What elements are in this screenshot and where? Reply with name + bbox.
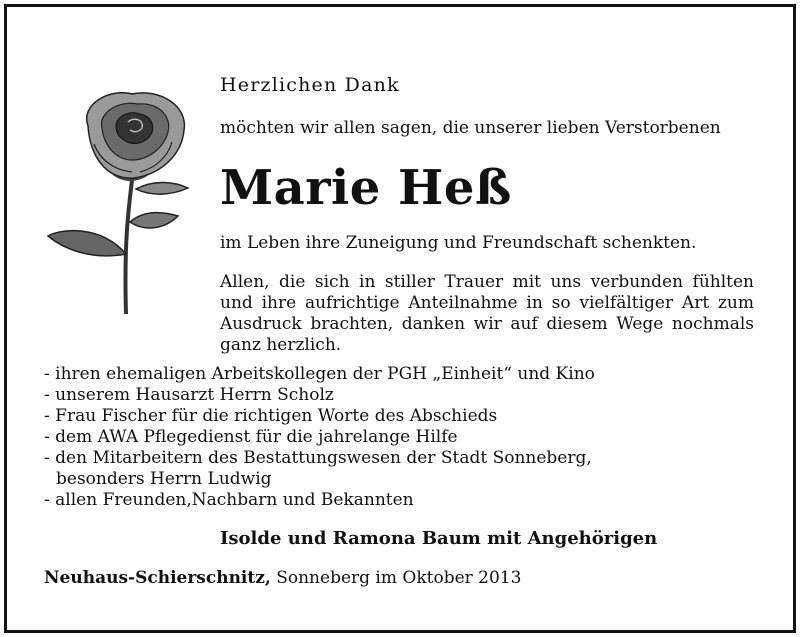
list-item: besonders Herrn Ludwig	[56, 469, 272, 489]
list-item: - dem AWA Pflegedienst für die jahrelange Hilfe	[44, 427, 458, 447]
list-item: - allen Freunden,Nachbarn und Bekannten	[44, 490, 414, 510]
list-item: - den Mitarbeitern des Bestattungswesen der Stadt Sonneberg,	[44, 448, 592, 468]
after-name-text: im Leben ihre Zuneigung und Freundschaft schenkten.	[220, 233, 697, 253]
list-item: - unserem Hausarzt Herrn Scholz	[44, 385, 334, 405]
signature: Isolde und Ramona Baum mit Angehörigen	[220, 528, 658, 549]
thanks-list	[44, 364, 595, 511]
thanks-paragraph	[220, 272, 754, 356]
footer-date: Sonneberg im Oktober 2013	[270, 568, 522, 588]
list-item: - ihren ehemaligen Arbeitskollegen der PGH „Einheit“ und Kino	[44, 364, 595, 384]
footer	[44, 568, 521, 588]
deceased-name: Marie Heß	[220, 160, 512, 216]
thanks-paragraph-text: Allen, die sich in stiller Trauer mit uns verbunden fühlten und ihre aufrichtige Anteilnahme in so vielfältiger Art zum Ausdruck brachten, danken wir auf diesem Wege nochmals ganz herzlich.	[220, 272, 754, 355]
intro-text: möchten wir allen sagen, die unserer lieben Verstorbenen	[220, 118, 721, 138]
list-item: - Frau Fischer für die richtigen Worte des Abschieds	[44, 406, 498, 426]
footer-place: Neuhaus-Schierschnitz,	[44, 568, 271, 588]
heading-text: Herzlichen Dank	[220, 74, 400, 96]
rose-icon	[40, 84, 200, 324]
